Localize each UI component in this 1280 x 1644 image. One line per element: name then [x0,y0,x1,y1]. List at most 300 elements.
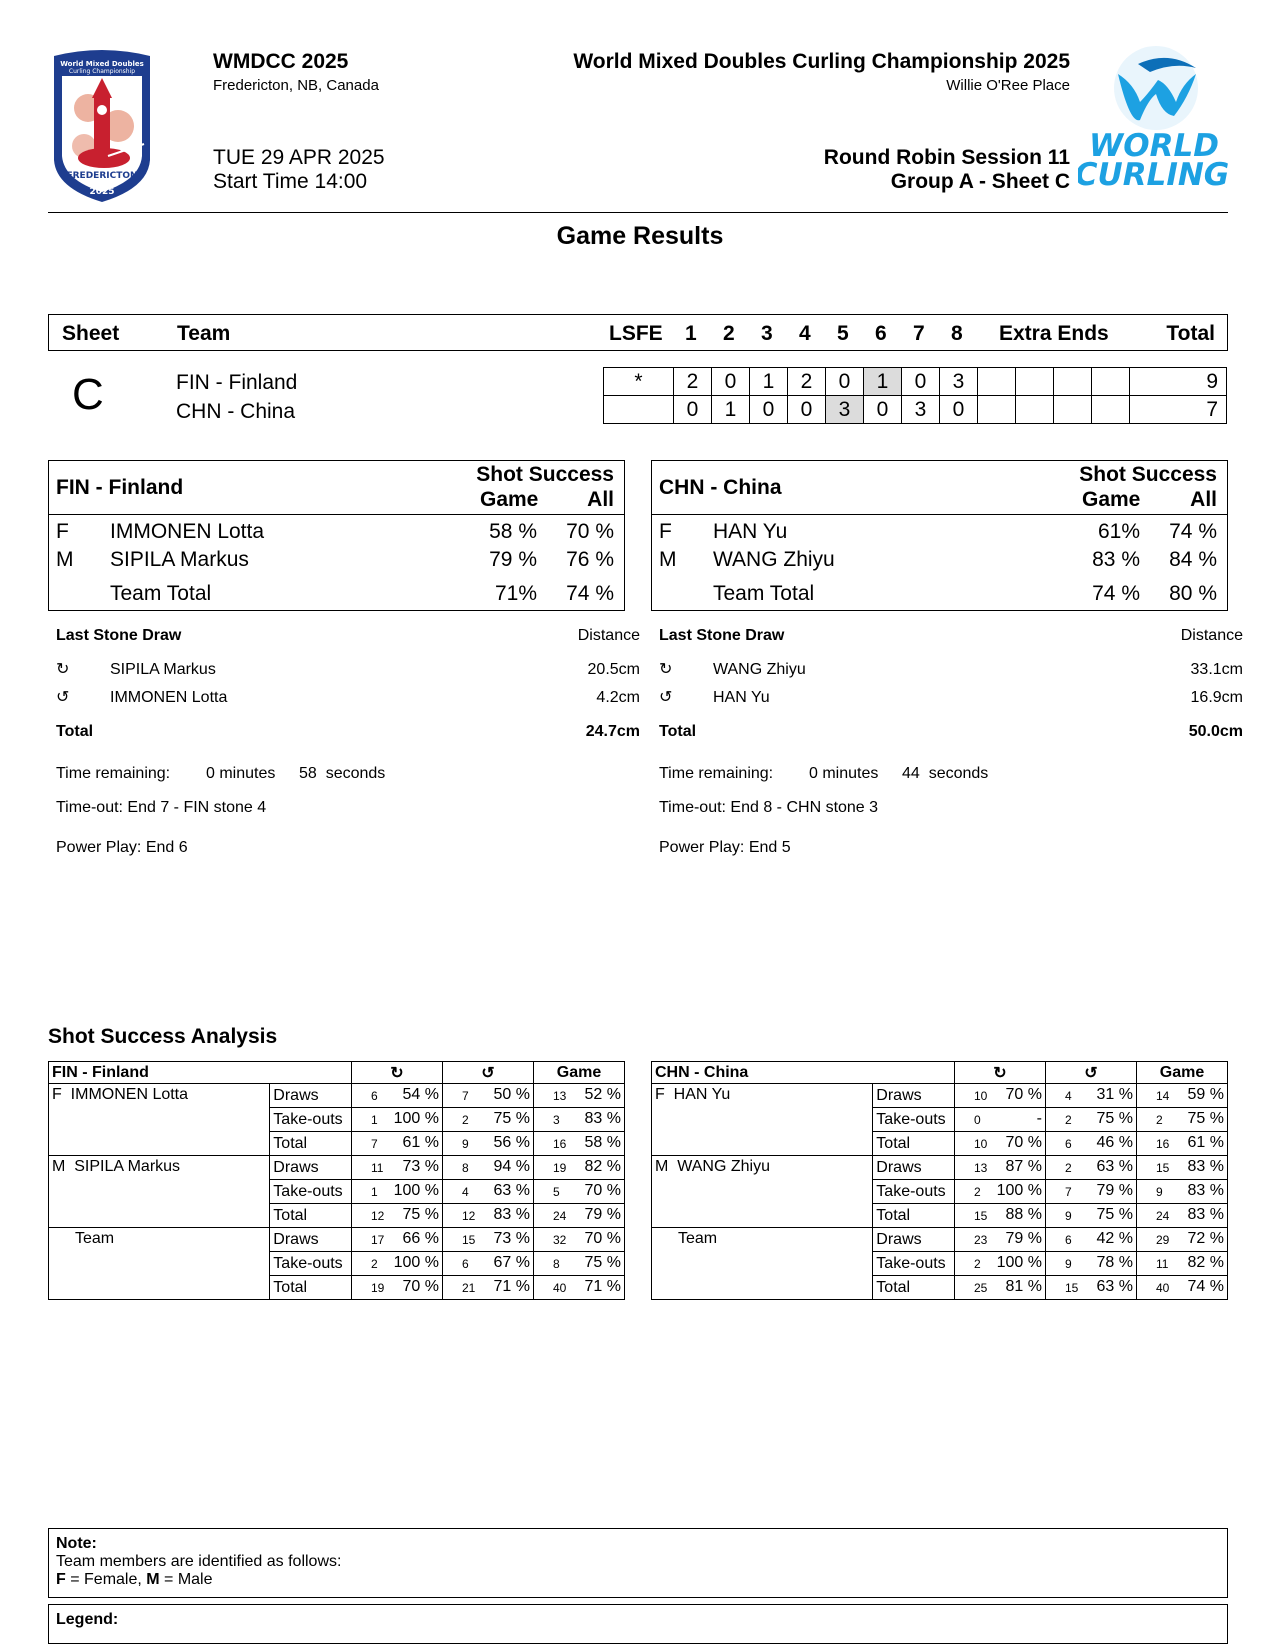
shot-count: 15 [461,1233,476,1247]
shot-type: Total [873,1276,955,1300]
player-game-pct: 58 % [489,520,537,543]
end-8-header: 8 [951,322,963,345]
note-title: Note: [56,1535,97,1552]
shot-pct: 83 % [493,1206,530,1223]
shot-pct: 72 % [1187,1230,1224,1247]
shot-stat [1045,1180,1136,1204]
shot-stat [351,1132,442,1156]
team-total-all-pct: 80 % [1169,582,1217,605]
player-position: F [659,520,672,543]
shot-count: 40 [1155,1281,1170,1295]
shot-pct: - [1036,1110,1042,1127]
player-box-header [49,461,624,515]
analysis-player: F IMMONEN Lotta [49,1084,270,1156]
shot-pct: 59 % [1187,1086,1224,1103]
player-game-pct: 79 % [489,548,537,571]
shot-stat [1136,1252,1227,1276]
shot-type: Take-outs [873,1252,955,1276]
lsd-player: HAN Yu [713,689,770,706]
all-header: All [1190,488,1217,511]
shot-pct: 71 % [493,1278,530,1295]
lsd-title: Last Stone Draw [56,627,182,644]
svg-text:FREDERICTON: FREDERICTON [66,171,138,181]
shot-pct: 70 % [1005,1086,1042,1103]
game-header: Game [1136,1062,1227,1084]
time-remaining-label: Time remaining: [56,765,171,782]
end-score: 0 [826,368,864,396]
timeout-info: Time-out: End 7 - FIN stone 4 [56,799,267,816]
shot-stat [442,1180,533,1204]
shot-pct: 82 % [1187,1254,1224,1271]
shot-count: 7 [461,1089,469,1103]
time-remaining-minutes: 0 minutes [206,765,276,782]
analysis-table-fin [48,1061,625,1300]
shot-count: 40 [552,1281,567,1295]
shot-pct: 50 % [493,1086,530,1103]
shot-pct: 70 % [584,1182,621,1199]
analysis-player: F HAN Yu [652,1084,873,1156]
extra-end-cell [1092,396,1130,424]
shot-success-header: Shot Success [476,463,614,486]
shot-pct: 87 % [1005,1158,1042,1175]
header-divider [48,212,1228,213]
shot-stat [1045,1156,1136,1180]
shot-stat [954,1204,1045,1228]
shot-stat [1136,1180,1227,1204]
shot-count: 8 [461,1161,469,1175]
end-score: 1 [750,368,788,396]
game-date: TUE 29 APR 2025 [213,146,385,169]
shot-stat [954,1276,1045,1300]
player-all-pct: 70 % [566,520,614,543]
shot-type: Take-outs [873,1108,955,1132]
shot-type: Take-outs [270,1180,352,1204]
shot-pct: 54 % [402,1086,439,1103]
player-name: SIPILA Markus [110,548,249,571]
svg-text:Curling Championship: Curling Championship [68,68,136,75]
shot-count: 9 [1064,1257,1072,1271]
shot-count: 15 [973,1209,988,1223]
team-total-label: Team Total [713,582,815,605]
shot-pct: 83 % [1187,1206,1224,1223]
shot-count: 19 [370,1281,385,1295]
shot-pct: 75 % [1187,1110,1224,1127]
shot-stat [533,1252,624,1276]
svg-text:2025: 2025 [89,187,115,197]
team-name-chn: CHN - China [176,400,296,423]
analysis-header-row [652,1062,1228,1084]
shot-stat [954,1084,1045,1108]
shot-pct: 88 % [1005,1206,1042,1223]
shot-pct: 83 % [1187,1182,1224,1199]
end-score: 3 [940,368,978,396]
extra-end-cell [978,368,1016,396]
shot-stat [533,1108,624,1132]
shot-stat [1045,1204,1136,1228]
female-key: F [56,1571,66,1588]
shot-pct: 63 % [493,1182,530,1199]
shot-count: 2 [973,1185,981,1199]
svg-text:WORLD: WORLD [1089,128,1219,164]
shot-count: 13 [552,1089,567,1103]
shot-type: Take-outs [270,1252,352,1276]
shot-type: Total [873,1132,955,1156]
shot-pct: 75 % [402,1206,439,1223]
shot-pct: 94 % [493,1158,530,1175]
shot-pct: 66 % [402,1230,439,1247]
lsd-distance: 20.5cm [587,661,640,678]
shot-stat [533,1180,624,1204]
time-remaining-seconds: 44 seconds [902,765,989,782]
total-score: 7 [1130,396,1227,424]
game-header: Game [480,488,539,511]
time-remaining-minutes: 0 minutes [809,765,879,782]
shot-stat [533,1132,624,1156]
shot-stat [1136,1108,1227,1132]
player-row [49,548,624,576]
shot-pct: 81 % [1005,1278,1042,1295]
shot-count: 2 [1155,1113,1163,1127]
team-total-all-pct: 74 % [566,582,614,605]
shot-count: 16 [1155,1137,1170,1151]
end-score: 0 [864,396,902,424]
distance-header: Distance [577,627,640,644]
shot-type: Total [270,1276,352,1300]
analysis-title: Shot Success Analysis [48,1025,278,1048]
end-5-header: 5 [837,322,849,345]
game-header: Game [533,1062,624,1084]
player-position: M [659,548,677,571]
shot-stat [954,1156,1045,1180]
shot-stat [1136,1132,1227,1156]
shot-stat [442,1228,533,1252]
team-name-fin: FIN - Finland [176,371,298,394]
extra-end-cell [1054,368,1092,396]
start-time: Start Time 14:00 [213,170,368,193]
shot-stat [351,1084,442,1108]
shot-count: 16 [552,1137,567,1151]
lsfe-cell [604,396,674,424]
end-3-header: 3 [761,322,773,345]
player-row [49,520,624,548]
player-all-pct: 84 % [1169,548,1217,571]
shot-pct: 74 % [1187,1278,1224,1295]
extra-end-cell [1092,368,1130,396]
analysis-row [652,1156,1228,1180]
shot-stat [954,1228,1045,1252]
shot-pct: 75 % [1096,1110,1133,1127]
shot-stat [533,1228,624,1252]
shot-stat [1136,1204,1227,1228]
analysis-player: Team [652,1228,873,1300]
end-score: 0 [674,396,712,424]
power-play-info: Power Play: End 6 [56,839,188,856]
shot-count: 12 [370,1209,385,1223]
shot-count: 2 [973,1257,981,1271]
shot-count: 24 [1155,1209,1170,1223]
clockwise-rotation-icon: ↻ [659,661,673,678]
lsd-total-label: Total [659,723,697,740]
shot-count: 6 [1064,1233,1072,1247]
sheet-letter: C [72,370,104,419]
shot-stat [1045,1252,1136,1276]
shot-stat [954,1252,1045,1276]
shot-count: 24 [552,1209,567,1223]
shot-pct: 56 % [493,1134,530,1151]
shot-count: 7 [1064,1185,1072,1199]
end-score-power-play: 3 [826,396,864,424]
shot-stat [954,1180,1045,1204]
clockwise-rotation-icon: ↻ [351,1062,442,1084]
counterclockwise-rotation-icon: ↺ [56,689,70,706]
shot-stat [442,1252,533,1276]
shot-count: 14 [1155,1089,1170,1103]
legend-box [48,1604,1228,1644]
shot-pct: 70 % [1005,1134,1042,1151]
shot-count: 2 [1064,1161,1072,1175]
end-1-header: 1 [685,322,697,345]
analysis-player: Team [49,1228,270,1300]
extra-end-cell [1016,368,1054,396]
shot-count: 17 [370,1233,385,1247]
shot-stat [1136,1156,1227,1180]
extra-end-cell [1016,396,1054,424]
end-2-header: 2 [723,322,735,345]
player-name: WANG Zhiyu [713,548,835,571]
shot-type: Total [270,1204,352,1228]
lsd-total-label: Total [56,723,94,740]
player-all-pct: 76 % [566,548,614,571]
total-score: 9 [1130,368,1227,396]
shot-count: 2 [1064,1113,1072,1127]
shot-pct: 70 % [402,1278,439,1295]
shot-count: 2 [370,1257,378,1271]
shot-count: 12 [461,1209,476,1223]
shot-stat [351,1156,442,1180]
lsd-total-value: 50.0cm [1188,723,1243,740]
shot-type: Take-outs [873,1180,955,1204]
shot-pct: 100 % [393,1110,439,1127]
shot-stat [1045,1132,1136,1156]
shot-type: Draws [873,1084,955,1108]
shot-stat [533,1276,624,1300]
group-sheet: Group A - Sheet C [890,170,1070,193]
shot-stat [533,1156,624,1180]
counterclockwise-rotation-icon: ↺ [1045,1062,1136,1084]
distance-header: Distance [1180,627,1243,644]
lsd-player: WANG Zhiyu [713,661,806,678]
shot-stat [1136,1228,1227,1252]
end-score: 2 [674,368,712,396]
shot-count: 10 [973,1089,988,1103]
shot-count: 6 [1064,1137,1072,1151]
team-total-label: Team Total [110,582,212,605]
shot-pct: 79 % [1005,1230,1042,1247]
shot-stat [1136,1084,1227,1108]
game-header: Game [1082,488,1141,511]
shot-count: 9 [1155,1185,1163,1199]
shot-pct: 79 % [584,1206,621,1223]
shot-count: 6 [370,1089,378,1103]
shot-count: 23 [973,1233,988,1247]
end-score: 1 [712,396,750,424]
sheet-header: Sheet [62,322,120,345]
shot-pct: 73 % [402,1158,439,1175]
shot-pct: 31 % [1096,1086,1133,1103]
player-box-header [652,461,1227,515]
shot-pct: 100 % [393,1254,439,1271]
shot-pct: 82 % [584,1158,621,1175]
female-desc: = Female, [65,1571,147,1588]
player-position: F [56,520,69,543]
shot-pct: 63 % [1096,1278,1133,1295]
shot-stat [1045,1108,1136,1132]
shot-stat [1045,1276,1136,1300]
note-box [48,1528,1228,1598]
player-name: HAN Yu [713,520,788,543]
shot-count: 19 [552,1161,567,1175]
shot-stat [442,1276,533,1300]
counterclockwise-rotation-icon: ↺ [442,1062,533,1084]
team-name: FIN - Finland [56,476,184,499]
shot-pct: 75 % [1096,1206,1133,1223]
end-score: 2 [788,368,826,396]
clockwise-rotation-icon: ↻ [954,1062,1045,1084]
player-all-pct: 74 % [1169,520,1217,543]
shot-success-header: Shot Success [1079,463,1217,486]
analysis-team-name: CHN - China [652,1062,955,1084]
shot-stat [351,1204,442,1228]
shot-pct: 61 % [1187,1134,1224,1151]
lsd-distance: 4.2cm [596,689,640,706]
team-total-row [652,582,1227,610]
lsd-player: IMMONEN Lotta [110,689,228,706]
player-game-pct: 83 % [1092,548,1140,571]
analysis-player: M SIPILA Markus [49,1156,270,1228]
note-gender-key [56,1571,1220,1589]
analysis-row [652,1084,1228,1108]
shot-count: 11 [370,1161,384,1175]
all-header: All [587,488,614,511]
shot-stat [351,1252,442,1276]
shot-count: 2 [461,1113,469,1127]
shot-pct: 52 % [584,1086,621,1103]
shot-stat [442,1204,533,1228]
player-row [652,548,1227,576]
end-score: 0 [902,368,940,396]
event-short-title: WMDCC 2025 [213,50,349,73]
total-header: Total [1166,322,1215,345]
shot-type: Take-outs [270,1108,352,1132]
lsfe-header: LSFE [609,322,663,345]
shot-pct: 100 % [996,1182,1042,1199]
shot-pct: 75 % [584,1254,621,1271]
shot-stat [533,1084,624,1108]
championship-logo [48,48,156,204]
shot-count: 25 [973,1281,988,1295]
team-total-game-pct: 71% [494,582,537,605]
team-total-row [49,582,624,610]
end-4-header: 4 [799,322,811,345]
shot-stat [1136,1276,1227,1300]
shot-count: 9 [461,1137,469,1151]
shot-count: 21 [461,1281,476,1295]
lsd-block-chn [659,624,1243,864]
shot-pct: 58 % [584,1134,621,1151]
shot-type: Draws [873,1228,955,1252]
lsd-total-value: 24.7cm [585,723,640,740]
shot-count: 29 [1155,1233,1170,1247]
venue: Willie O'Ree Place [946,77,1070,94]
shot-type: Draws [270,1156,352,1180]
shot-type: Draws [270,1084,352,1108]
time-remaining-seconds: 58 seconds [299,765,386,782]
end-score: 0 [788,396,826,424]
shot-count: 13 [973,1161,988,1175]
lsd-player: SIPILA Markus [110,661,216,678]
svg-text:World Mixed Doubles: World Mixed Doubles [60,60,144,68]
analysis-row [49,1228,625,1252]
page-title: Game Results [556,222,724,250]
linescore-row-chn [604,396,1227,424]
shot-count: 11 [1155,1257,1169,1271]
shot-pct: 73 % [493,1230,530,1247]
player-box-fin [48,460,625,611]
shot-pct: 61 % [402,1134,439,1151]
shot-count: 9 [1064,1209,1072,1223]
session-name: Round Robin Session 11 [823,146,1070,169]
shot-count: 0 [973,1113,981,1127]
event-full-title: World Mixed Doubles Curling Championship 2025 [573,50,1070,73]
end-score: 0 [712,368,750,396]
shot-stat [954,1108,1045,1132]
shot-type: Total [270,1132,352,1156]
shot-count: 4 [461,1185,469,1199]
shot-count: 32 [552,1233,567,1247]
player-game-pct: 61% [1097,520,1140,543]
player-row [652,520,1227,548]
lsd-distance: 33.1cm [1190,661,1243,678]
analysis-row [652,1228,1228,1252]
analysis-header-row [49,1062,625,1084]
shot-pct: 78 % [1096,1254,1133,1271]
lsd-block-fin [56,624,640,864]
shot-stat [442,1132,533,1156]
shot-type: Draws [270,1228,352,1252]
analysis-team-name: FIN - Finland [49,1062,352,1084]
shot-stat [1045,1084,1136,1108]
lsd-title: Last Stone Draw [659,627,785,644]
shot-count: 1 [370,1113,378,1127]
timeout-info: Time-out: End 8 - CHN stone 3 [659,799,879,816]
time-remaining-label: Time remaining: [659,765,774,782]
shot-stat [1045,1228,1136,1252]
shot-pct: 75 % [493,1110,530,1127]
end-score: 0 [940,396,978,424]
analysis-player: M WANG Zhiyu [652,1156,873,1228]
shot-stat [533,1204,624,1228]
power-play-info: Power Play: End 5 [659,839,791,856]
end-score: 3 [902,396,940,424]
note-line: Team members are identified as follows: [56,1553,342,1570]
extra-end-cell [978,396,1016,424]
shot-stat [954,1132,1045,1156]
shot-type: Total [873,1204,955,1228]
team-total-game-pct: 74 % [1092,582,1140,605]
shot-stat [442,1084,533,1108]
shot-count: 8 [552,1257,560,1271]
shot-stat [351,1228,442,1252]
